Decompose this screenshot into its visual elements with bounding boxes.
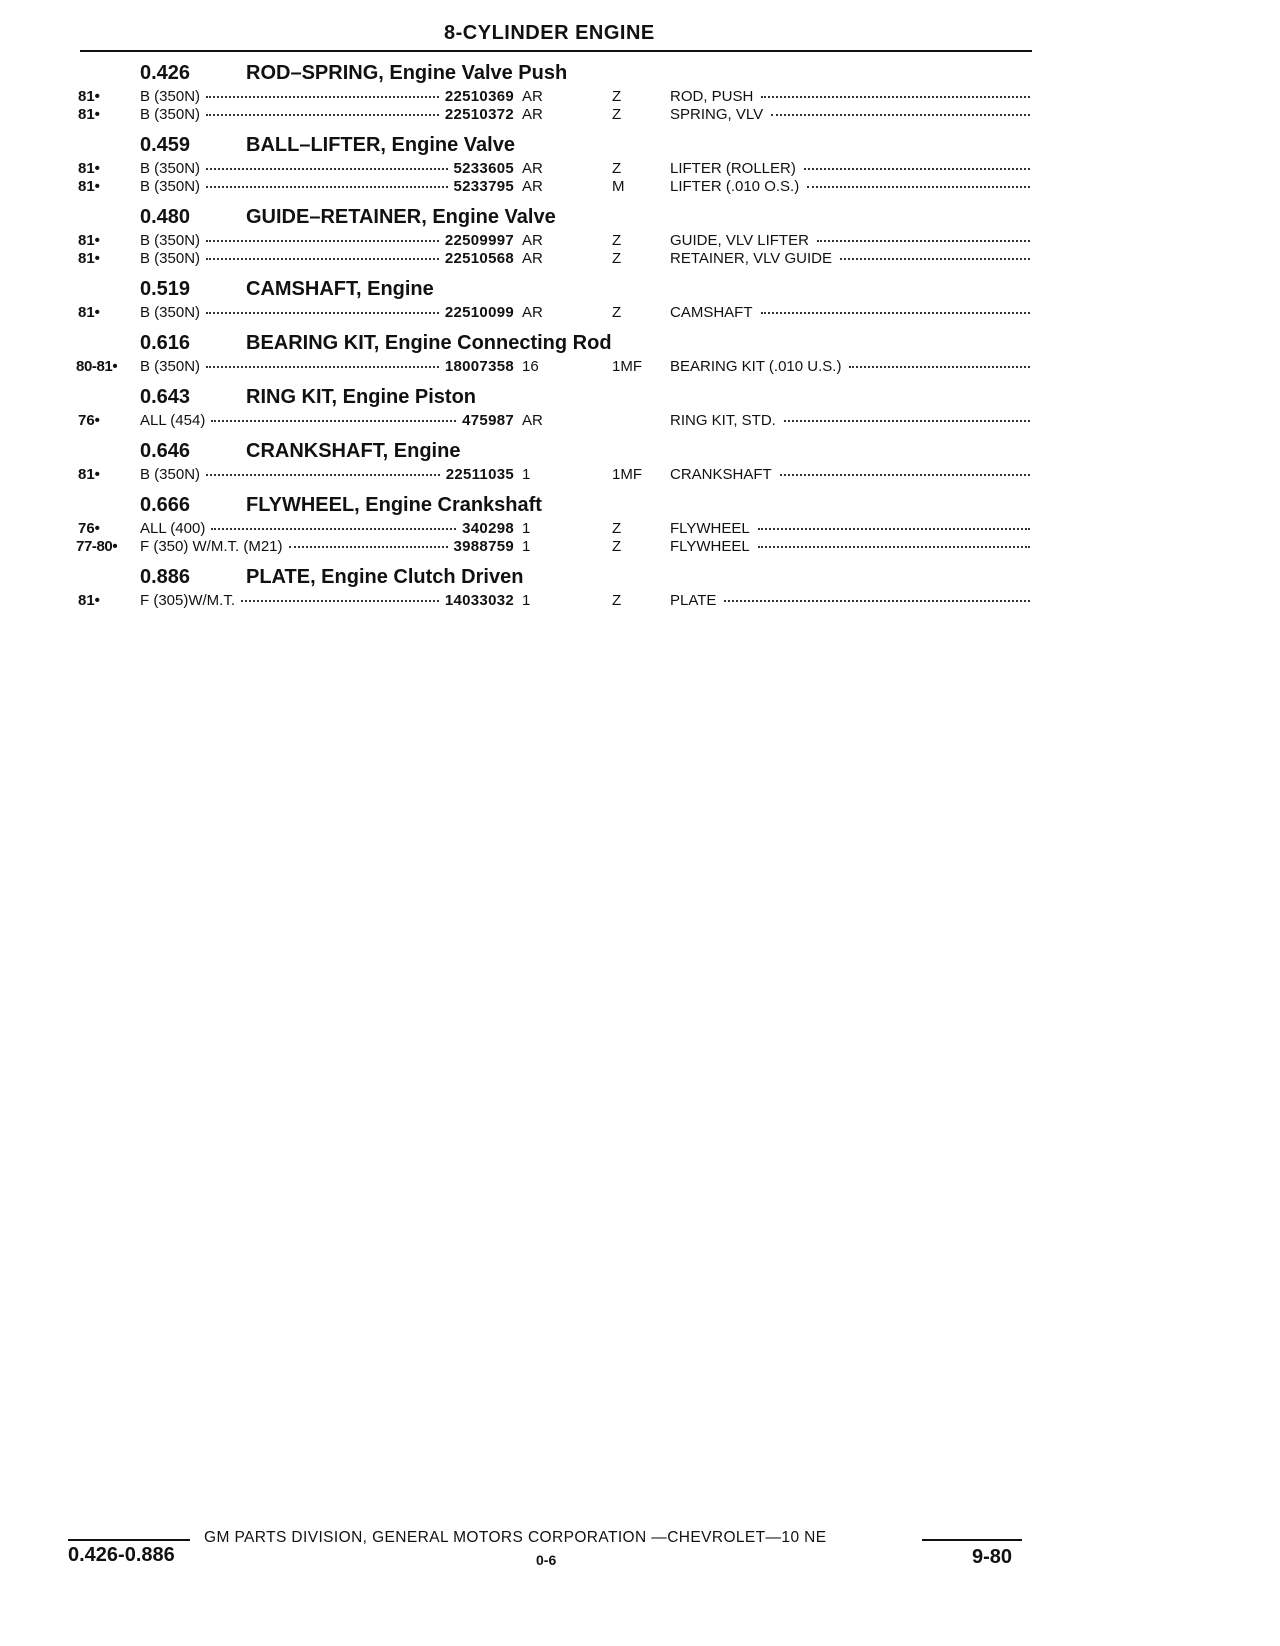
footer-credit: GM PARTS DIVISION, GENERAL MOTORS CORPORATION —CHEVROLET—10 NE bbox=[204, 1529, 827, 1546]
part-description: RETAINER, VLV GUIDE bbox=[670, 250, 832, 267]
group-name: CAMSHAFT, Engine bbox=[246, 278, 434, 300]
model-code: B (350N) bbox=[140, 106, 201, 123]
dot-leader bbox=[206, 474, 440, 476]
page-title: 8-CYLINDER ENGINE bbox=[444, 22, 655, 44]
part-row bbox=[0, 250, 1280, 268]
model-year: 81• bbox=[78, 88, 100, 105]
group-heading bbox=[0, 130, 1280, 160]
dot-leader bbox=[241, 600, 439, 602]
part-number: 22511035 bbox=[445, 466, 514, 483]
parts-group bbox=[0, 274, 1280, 328]
source-code: Z bbox=[612, 232, 622, 249]
group-name: FLYWHEEL, Engine Crankshaft bbox=[246, 494, 542, 516]
dot-leader bbox=[784, 420, 1030, 422]
dot-leader bbox=[771, 114, 1030, 116]
part-number: 22510372 bbox=[444, 106, 514, 123]
part-number: 18007358 bbox=[444, 358, 514, 375]
model-code: ALL (454) bbox=[140, 412, 206, 429]
dot-leader bbox=[840, 258, 1030, 260]
parts-group bbox=[0, 328, 1280, 382]
part-row bbox=[0, 358, 1280, 376]
group-heading bbox=[0, 328, 1280, 358]
dot-leader bbox=[211, 528, 456, 530]
part-number: 22509997 bbox=[444, 232, 514, 249]
model-code: F (350) W/M.T. (M21) bbox=[140, 538, 283, 555]
dot-leader bbox=[761, 96, 1030, 98]
model-code: B (350N) bbox=[140, 358, 201, 375]
quantity: 1 bbox=[522, 466, 531, 483]
model-code: B (350N) bbox=[140, 232, 201, 249]
group-code: 0.459 bbox=[140, 134, 191, 156]
dot-leader bbox=[206, 366, 439, 368]
group-name: RING KIT, Engine Piston bbox=[246, 386, 477, 408]
dot-leader bbox=[758, 528, 1030, 530]
source-code: Z bbox=[612, 592, 622, 609]
part-description: GUIDE, VLV LIFTER bbox=[670, 232, 809, 249]
source-code: M bbox=[612, 178, 625, 195]
source-code: Z bbox=[612, 520, 622, 537]
model-code: B (350N) bbox=[140, 178, 201, 195]
part-number: 3988759 bbox=[453, 538, 514, 555]
group-code: 0.519 bbox=[140, 278, 191, 300]
part-row bbox=[0, 160, 1280, 178]
group-heading bbox=[0, 562, 1280, 592]
group-code: 0.643 bbox=[140, 386, 191, 408]
group-heading bbox=[0, 490, 1280, 520]
part-description: FLYWHEEL bbox=[670, 520, 750, 537]
quantity: AR bbox=[522, 250, 543, 267]
group-heading bbox=[0, 274, 1280, 304]
part-row bbox=[0, 304, 1280, 322]
parts-group bbox=[0, 202, 1280, 274]
group-name: BEARING KIT, Engine Connecting Rod bbox=[246, 332, 612, 354]
parts-group bbox=[0, 490, 1280, 562]
part-description: SPRING, VLV bbox=[670, 106, 764, 123]
dot-leader bbox=[724, 600, 1030, 602]
part-number: 5233605 bbox=[453, 160, 514, 177]
dot-leader bbox=[206, 96, 439, 98]
source-code: 1MF bbox=[612, 466, 642, 483]
source-code: Z bbox=[612, 538, 622, 555]
part-description: LIFTER (.010 O.S.) bbox=[670, 178, 800, 195]
part-description: RING KIT, STD. bbox=[670, 412, 776, 429]
model-year: 81• bbox=[78, 232, 100, 249]
part-description: BEARING KIT (.010 U.S.) bbox=[670, 358, 842, 375]
group-name: BALL–LIFTER, Engine Valve bbox=[246, 134, 515, 156]
quantity: 1 bbox=[522, 520, 531, 537]
dot-leader bbox=[758, 546, 1030, 548]
source-code: Z bbox=[612, 304, 622, 321]
quantity: 1 bbox=[522, 592, 531, 609]
source-code: Z bbox=[612, 250, 622, 267]
parts-group bbox=[0, 130, 1280, 202]
part-description: FLYWHEEL bbox=[670, 538, 750, 555]
parts-sections bbox=[0, 58, 1280, 616]
quantity: AR bbox=[522, 178, 543, 195]
part-number: 5233795 bbox=[453, 178, 514, 195]
model-year: 81• bbox=[78, 466, 100, 483]
model-year: 81• bbox=[78, 250, 100, 267]
group-heading bbox=[0, 202, 1280, 232]
part-number: 22510099 bbox=[444, 304, 514, 321]
quantity: AR bbox=[522, 232, 543, 249]
part-description: PLATE bbox=[670, 592, 717, 609]
footer-date: 9-80 bbox=[972, 1546, 1013, 1568]
part-number: 475987 bbox=[462, 412, 514, 429]
dot-leader bbox=[849, 366, 1030, 368]
footer-rule-right bbox=[922, 1539, 1022, 1541]
group-code: 0.666 bbox=[140, 494, 191, 516]
model-year: 76• bbox=[78, 412, 100, 429]
part-row bbox=[0, 520, 1280, 538]
part-number: 14033032 bbox=[444, 592, 514, 609]
model-year: 81• bbox=[78, 160, 100, 177]
dot-leader bbox=[206, 240, 439, 242]
source-code: Z bbox=[612, 160, 622, 177]
part-number: 340298 bbox=[462, 520, 514, 537]
dot-leader bbox=[206, 258, 439, 260]
dot-leader bbox=[817, 240, 1030, 242]
parts-group bbox=[0, 58, 1280, 130]
group-spacer bbox=[0, 610, 1280, 616]
dot-leader bbox=[206, 186, 447, 188]
model-year: 81• bbox=[78, 178, 100, 195]
model-year: 77-80• bbox=[76, 538, 118, 555]
source-code: 1MF bbox=[612, 358, 642, 375]
part-row bbox=[0, 466, 1280, 484]
model-year: 81• bbox=[78, 304, 100, 321]
header-rule bbox=[80, 50, 1032, 52]
model-code: B (350N) bbox=[140, 88, 201, 105]
group-heading bbox=[0, 382, 1280, 412]
group-name: ROD–SPRING, Engine Valve Push bbox=[246, 62, 568, 84]
quantity: AR bbox=[522, 412, 543, 429]
dot-leader bbox=[206, 168, 447, 170]
model-code: B (350N) bbox=[140, 304, 201, 321]
parts-group bbox=[0, 436, 1280, 490]
dot-leader bbox=[289, 546, 448, 548]
group-code: 0.616 bbox=[140, 332, 191, 354]
quantity: AR bbox=[522, 88, 543, 105]
part-description: CAMSHAFT bbox=[670, 304, 753, 321]
dot-leader bbox=[206, 114, 439, 116]
dot-leader bbox=[780, 474, 1030, 476]
quantity: 16 bbox=[522, 358, 539, 375]
quantity: AR bbox=[522, 106, 543, 123]
model-code: ALL (400) bbox=[140, 520, 206, 537]
group-name: GUIDE–RETAINER, Engine Valve bbox=[246, 206, 556, 228]
model-code: B (350N) bbox=[140, 466, 201, 483]
group-code: 0.886 bbox=[140, 566, 191, 588]
part-row bbox=[0, 106, 1280, 124]
parts-group bbox=[0, 562, 1280, 616]
group-code: 0.426 bbox=[140, 62, 191, 84]
part-row bbox=[0, 232, 1280, 250]
part-number: 22510568 bbox=[444, 250, 514, 267]
part-description: ROD, PUSH bbox=[670, 88, 754, 105]
source-code: Z bbox=[612, 88, 622, 105]
part-row bbox=[0, 412, 1280, 430]
footer-group-range: 0.426-0.886 bbox=[68, 1544, 175, 1566]
quantity: AR bbox=[522, 160, 543, 177]
part-description: CRANKSHAFT bbox=[670, 466, 772, 483]
part-row bbox=[0, 538, 1280, 556]
footer-rule-left bbox=[68, 1539, 190, 1541]
dot-leader bbox=[761, 312, 1031, 314]
footer-page-number: 0-6 bbox=[536, 1552, 557, 1568]
source-code: Z bbox=[612, 106, 622, 123]
model-code: F (305)W/M.T. bbox=[140, 592, 236, 609]
model-code: B (350N) bbox=[140, 160, 201, 177]
quantity: AR bbox=[522, 304, 543, 321]
group-code: 0.480 bbox=[140, 206, 191, 228]
group-name: CRANKSHAFT, Engine bbox=[246, 440, 461, 462]
model-year: 80-81• bbox=[76, 358, 118, 375]
part-description: LIFTER (ROLLER) bbox=[670, 160, 796, 177]
group-heading bbox=[0, 58, 1280, 88]
group-name: PLATE, Engine Clutch Driven bbox=[246, 566, 524, 588]
part-row bbox=[0, 88, 1280, 106]
dot-leader bbox=[807, 186, 1030, 188]
part-row bbox=[0, 592, 1280, 610]
model-code: B (350N) bbox=[140, 250, 201, 267]
group-code: 0.646 bbox=[140, 440, 191, 462]
model-year: 81• bbox=[78, 106, 100, 123]
parts-group bbox=[0, 382, 1280, 436]
group-heading bbox=[0, 436, 1280, 466]
dot-leader bbox=[804, 168, 1030, 170]
quantity: 1 bbox=[522, 538, 531, 555]
part-row bbox=[0, 178, 1280, 196]
dot-leader bbox=[206, 312, 439, 314]
part-number: 22510369 bbox=[444, 88, 514, 105]
model-year: 81• bbox=[78, 592, 100, 609]
model-year: 76• bbox=[78, 520, 100, 537]
dot-leader bbox=[211, 420, 456, 422]
